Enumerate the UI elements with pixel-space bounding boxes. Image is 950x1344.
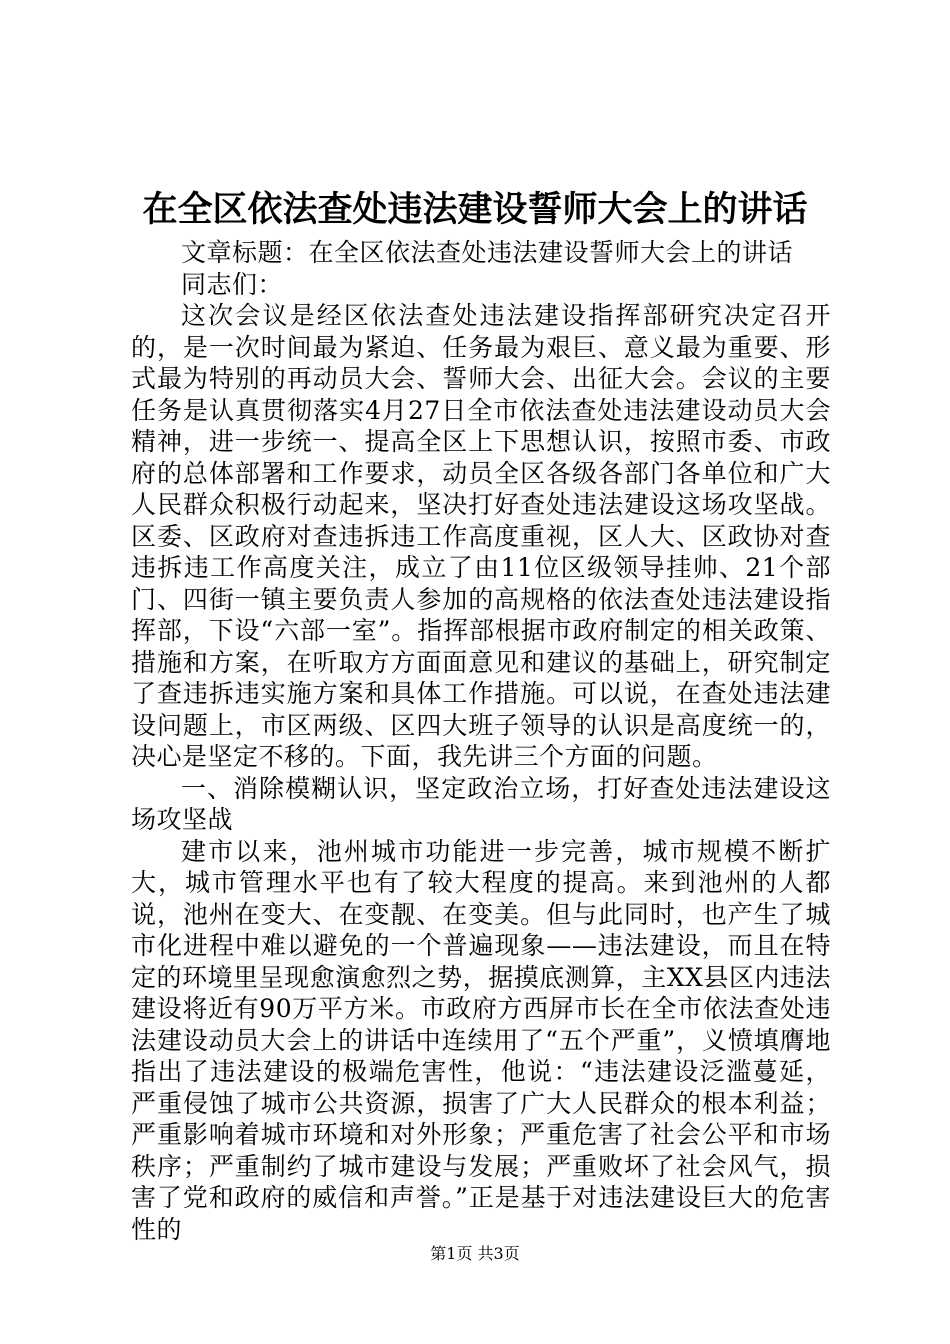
article-title-line: 文章标题：在全区依法查处违法建设誓师大会上的讲话 bbox=[181, 238, 794, 267]
document-title: 在全区依法查处违法建设誓师大会上的讲话 bbox=[142, 189, 808, 230]
salutation: 同志们： bbox=[181, 269, 284, 299]
page-footer: 第1页 共3页 bbox=[430, 1244, 520, 1263]
document-body bbox=[131, 237, 831, 1245]
body-paragraph: 建市以来，池州城市功能进一步完善，城市规模不断扩大，城市管理水平也有了较大程度的提高。来到池州的人都说，池州在变大、在变靓、在变美。但与此同时，也产生了城市化进程中难以避免的一个普遍现象——违法建设，而且在特定的环境里呈现愈演愈烈之势，据摸底测算，主XX县区内违法建设将近有90万平方米。市政府方西屏市长在全市依法查处违法建设动员大会上的讲话中连续用了“五个严重”，义愤填膺地指出了违法建设的极端危害性，他说：“违法建设泛滥蔓延，严重侵蚀了城市公共资源，损害了广大人民群众的根本利益；严重影响着城市环境和对外形象；严重危害了社会公平和市场秩序；严重制约了城市建设与发展；严重败坏了社会风气，损害了党和政府的威信和声誉。”正是基于对违法建设巨大的危害性的 bbox=[131, 836, 831, 1244]
section-heading: 一、消除模糊认识，坚定政治立场，打好查处违法建设这场攻坚战 bbox=[131, 773, 831, 834]
body-paragraph: 这次会议是经区依法查处违法建设指挥部研究决定召开的，是一次时间最为紧迫、任务最为艰巨、意义最为重要、形式最为特别的再动员大会、誓师大会、出征大会。会议的主要任务是认真贯彻落实4月27日全市依法查处违法建设动员大会精神，进一步统一、提高全区上下思想认识，按照市委、市政府的总体部署和工作要求，动员全区各级各部门各单位和广大人民群众积极行动起来，坚决打好查处违法建设这场攻坚战。区委、区政府对查违拆违工作高度重视，区人大、区政协对查违拆违工作高度关注，成立了由11位区级领导挂帅、21个部门、四街一镇主要负责人参加的高规格的依法查处违法建设指挥部，下设“六部一室”。指挥部根据市政府制定的相关政策、措施和方案，在听取方方面面意见和建议的基础上，研究制定了查违拆违实施方案和具体工作措施。可以说，在查处违法建设问题上，市区两级、区四大班子领导的认识是高度统一的，决心是坚定不移的。下面，我先讲三个方面的问题。 bbox=[131, 301, 831, 771]
